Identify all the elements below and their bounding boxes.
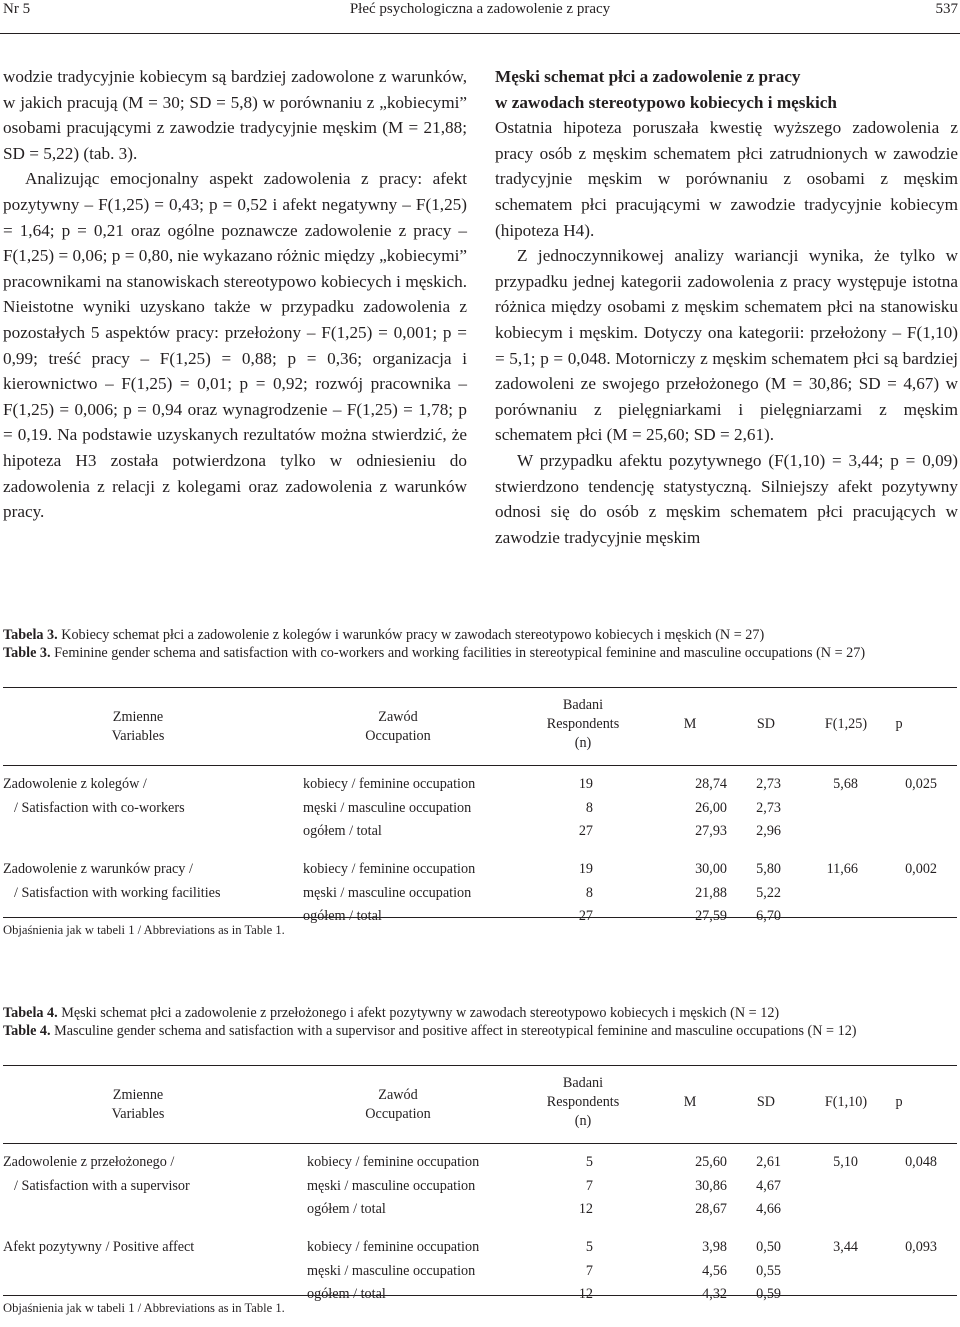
table4-head-variables-en: Variables bbox=[111, 1106, 165, 1122]
table3-row-p: 0,025 bbox=[905, 776, 937, 792]
left-text-column bbox=[3, 64, 467, 525]
table3-head-f: F(1,25) bbox=[824, 716, 868, 732]
left-paragraph-1: wodzie tradycyjnie kobiecym są bardziej zadowolone z warunków, w jakich pracują (M = 30; SD = 5,8) w porównaniu z „kobiecymi” osobami pracującymi z zawodzie tradycyjnie męskim (M = 21,88; SD = 5,22) (tab. 3). bbox=[3, 67, 467, 163]
table3-footnote: Objaśnienia jak w tabeli 1 / Abbreviations as in Table 1. bbox=[3, 923, 285, 937]
table3-head-variables-pl: Zmienne bbox=[112, 709, 164, 725]
table3-row-mean: 28,74 bbox=[695, 776, 727, 792]
table3-row-occupation: kobiecy / feminine occupation bbox=[303, 861, 476, 877]
table3-top-rule bbox=[3, 687, 957, 688]
table3-row-n: 27 bbox=[578, 908, 593, 924]
table3-row-p: 0,002 bbox=[905, 861, 937, 877]
table3-variable-name-en: / Satisfaction with working facilities bbox=[14, 884, 221, 901]
table3-bottom-rule bbox=[3, 917, 957, 918]
table3-row-f: 11,66 bbox=[826, 861, 858, 877]
table4-row-n: 5 bbox=[585, 1239, 593, 1255]
table3-row-mean: 27,93 bbox=[695, 823, 727, 839]
table4-row-n: 7 bbox=[585, 1177, 593, 1194]
section-heading-line-2: w zawodach stereotypowo kobiecych i męskich bbox=[495, 92, 837, 112]
table-4-label-en: Table 4. bbox=[3, 1022, 51, 1039]
table3-head-occupation-en: Occupation bbox=[365, 728, 431, 744]
table4-top-rule bbox=[3, 1065, 957, 1066]
table4-head-sd: SD bbox=[756, 1094, 776, 1110]
table4-row-occupation: ogółem / total bbox=[307, 1286, 386, 1302]
table4-row-sd: 2,61 bbox=[756, 1154, 781, 1170]
table4-head-n-pl: Badani bbox=[562, 1075, 604, 1091]
table4-row-n: 5 bbox=[585, 1154, 593, 1170]
table-3-caption-en-text: Feminine gender schema and satisfaction with co-workers and working facilities in stereotypical feminine and masculine occupations (N = 27) bbox=[54, 644, 866, 661]
table3-row-sd: 2,73 bbox=[756, 776, 781, 792]
table4-bottom-rule bbox=[3, 1295, 957, 1296]
table4-row-sd: 0,55 bbox=[756, 1262, 781, 1279]
table-4-caption-pl-text: Męski schemat płci a zadowolenie z przełożonego i afekt pozytywny w zawodach stereotypowo kobiecych i męskich (N = 12) bbox=[61, 1005, 780, 1021]
table4-row-mean: 25,60 bbox=[695, 1154, 727, 1170]
table4-row-f: 3,44 bbox=[833, 1239, 858, 1255]
table3-row-occupation: męski / masculine occupation bbox=[303, 799, 472, 816]
table4-row-n: 12 bbox=[578, 1286, 593, 1302]
issue-number: Nr 5 bbox=[3, 1, 31, 17]
table3-row-n: 19 bbox=[578, 776, 593, 792]
right-text-column bbox=[495, 64, 958, 550]
table4-row-sd: 4,66 bbox=[756, 1201, 781, 1217]
table4-variable-name-en: / Satisfaction with a supervisor bbox=[14, 1177, 190, 1194]
table-3-label-pl: Tabela 3. bbox=[3, 627, 58, 643]
left-paragraph-2: Analizując emocjonalny aspekt zadowolenia z pracy: afekt pozytywny – F(1,25) = 0,43; p = 0,52 i afekt negatywny – F(1,25) = 1,64; p = 0,21 oraz ogólne poznawcze zadowolenie z pracy – F(1,25) = 0,06; p = 0,80, nie wykazano różnic między „kobiecymi” pracownikami na stanowiskach stereotypowo kobiecych i męskich. Nieistotne wyniki uzyskano także w przypadku zadowolenia z pozostałych 5 aspektów pracy: przełożony – F(1,25) = 0,001; p = 0,99; treść pracy – F(1,25) = 0,88; p = 0,36; organizacja i kierownictwo – F(1,25) = 0,01; p = 0,92; rozwój pracownika – F(1,25) = 0,006; p = 0,94 oraz wynagrodzenie – F(1,25) = 1,78; p = 0,19. Na podstawie uzyskanych rezultatów można stwierdzić, że hipoteza H3 została potwierdzona tylko w odniesieniu do zadowolenia z relacji z kolegami oraz zadowolenia z warunków pracy. bbox=[3, 169, 467, 522]
table4-row-mean: 4,32 bbox=[702, 1286, 727, 1302]
table4-row-mean: 4,56 bbox=[702, 1262, 727, 1279]
table4-head-rule bbox=[3, 1143, 957, 1144]
table3-row-sd: 5,80 bbox=[756, 861, 781, 877]
table4-variable-name: Afekt pozytywny / Positive affect bbox=[3, 1239, 195, 1255]
table3-row-mean: 30,00 bbox=[695, 861, 727, 877]
table-4-caption-en-text: Masculine gender schema and satisfaction with a supervisor and positive affect in stereotypical feminine and masculine occupations (N = 12) bbox=[54, 1022, 857, 1039]
table4-head-m: M bbox=[683, 1094, 697, 1110]
table-4-caption-pl bbox=[3, 1005, 957, 1023]
table4-head-p: p bbox=[895, 1094, 903, 1110]
table3-row-mean: 21,88 bbox=[695, 884, 727, 901]
table3-variable-name: Zadowolenie z warunków pracy / bbox=[3, 861, 193, 877]
table-4-label-pl: Tabela 4. bbox=[3, 1005, 58, 1021]
table3-head-n-en: Respondents bbox=[546, 716, 620, 732]
table4-head-occupation-en: Occupation bbox=[365, 1106, 431, 1122]
table3-row-sd: 2,96 bbox=[756, 823, 781, 839]
table4-head-variables-pl: Zmienne bbox=[112, 1087, 164, 1103]
table4-variable-name: Zadowolenie z przełożonego / bbox=[3, 1154, 175, 1170]
table4-row-mean: 30,86 bbox=[695, 1177, 727, 1194]
table3-head-variables-en: Variables bbox=[111, 728, 165, 744]
table4-row-sd: 4,67 bbox=[756, 1177, 781, 1194]
table-4-caption-en bbox=[3, 1023, 957, 1041]
table3-head-m: M bbox=[683, 716, 697, 732]
running-title: Płeć psychologiczna a zadowolenie z pracy bbox=[349, 1, 611, 17]
table4-row-occupation: kobiecy / feminine occupation bbox=[307, 1154, 480, 1170]
table3-row-mean: 27,59 bbox=[695, 908, 727, 924]
table4-row-sd: 0,59 bbox=[756, 1286, 781, 1302]
table-3-caption-pl bbox=[3, 627, 957, 645]
table3-head-rule bbox=[3, 765, 957, 766]
running-header bbox=[0, 0, 960, 18]
table4-row-n: 7 bbox=[585, 1262, 593, 1279]
table4-row-occupation: ogółem / total bbox=[307, 1201, 386, 1217]
table3-head-occupation-pl: Zawód bbox=[378, 709, 418, 725]
table3-row-occupation: ogółem / total bbox=[303, 908, 382, 924]
section-heading bbox=[495, 64, 958, 115]
table3-row-occupation: męski / masculine occupation bbox=[303, 884, 472, 901]
table3-row-sd: 2,73 bbox=[756, 799, 781, 816]
table-3-caption-pl-text: Kobiecy schemat płci a zadowolenie z kolegów i warunków pracy w zawodach stereotypowo kobiecych i męskich (N = 27) bbox=[61, 627, 765, 643]
table4-head-f: F(1,10) bbox=[824, 1094, 868, 1110]
table3-variable-name-en: / Satisfaction with co-workers bbox=[14, 799, 185, 816]
table4-row-n: 12 bbox=[578, 1201, 593, 1217]
table4-row-occupation: kobiecy / feminine occupation bbox=[307, 1239, 480, 1255]
header-divider bbox=[0, 33, 960, 34]
table4-row-mean: 28,67 bbox=[695, 1201, 727, 1217]
table3-row-occupation: ogółem / total bbox=[303, 823, 382, 839]
table4-row-p: 0,048 bbox=[905, 1154, 937, 1170]
table3-row-n: 27 bbox=[578, 823, 593, 839]
table3-variable-name: Zadowolenie z kolegów / bbox=[3, 776, 147, 792]
table3-row-f: 5,68 bbox=[833, 776, 858, 792]
table4-row-sd: 0,50 bbox=[756, 1239, 781, 1255]
table4-head-n-en: Respondents bbox=[546, 1094, 620, 1110]
table3-head-n-symbol: (n) bbox=[574, 735, 592, 751]
table3-row-n: 8 bbox=[585, 799, 593, 816]
table3-row-n: 8 bbox=[585, 884, 593, 901]
table3-row-sd: 6,70 bbox=[756, 908, 781, 924]
right-paragraph-3: W przypadku afektu pozytywnego (F(1,10) = 3,44; p = 0,09) stwierdzono tendencję statystyczną. Silniejszy afekt pozytywny odnosi się do osób z męskim schematem płci pracujących w zawodzie tradycyjnie męskim bbox=[495, 450, 958, 547]
table3-row-sd: 5,22 bbox=[756, 884, 781, 901]
table3-head-sd: SD bbox=[756, 716, 776, 732]
table-4 bbox=[3, 1005, 957, 1315]
table-3-label-en: Table 3. bbox=[3, 644, 51, 661]
table4-row-occupation: męski / masculine occupation bbox=[307, 1262, 476, 1279]
table3-row-mean: 26,00 bbox=[695, 799, 727, 816]
right-paragraph-2: Z jednoczynnikowej analizy wariancji wynika, że tylko w przypadku jednej kategorii zadowolenia z pracy występuje istotna różnica między osobami z męskim schematem płci na stanowisku kobiecym i męskim. Dotyczy ona kategorii: przełożony – F(1,10) = 5,1; p = 0,048. Motorniczy z męskim schematem płci są bardziej zadowoleni ze swojego przełożonego (M = 30,86; SD = 4,67) w porównaniu z pielęgniarkami i pielęgniarzami z męskim schematem płci (M = 25,60; SD = 2,61). bbox=[495, 246, 958, 445]
table4-row-f: 5,10 bbox=[833, 1154, 858, 1170]
table4-row-occupation: męski / masculine occupation bbox=[307, 1177, 476, 1194]
table4-row-mean: 3,98 bbox=[702, 1239, 727, 1255]
table4-head-n-symbol: (n) bbox=[574, 1113, 592, 1129]
right-paragraph-1: Ostatnia hipoteza poruszała kwestię wyższego zadowolenia z pracy osób z męskim schematem płci zatrudnionych w zawodzie tradycyjnie męskim w porównaniu z osobami z męskim schematem płci pracującymi w zawodzie tradycyjnie kobiecym (hipoteza H4). bbox=[495, 118, 958, 240]
table3-row-occupation: kobiecy / feminine occupation bbox=[303, 776, 476, 792]
section-heading-line-1: Męski schemat płci a zadowolenie z pracy bbox=[495, 67, 801, 86]
table3-row-n: 19 bbox=[578, 861, 593, 877]
table4-row-p: 0,093 bbox=[905, 1239, 937, 1255]
table-3 bbox=[3, 627, 957, 937]
table4-footnote: Objaśnienia jak w tabeli 1 / Abbreviations as in Table 1. bbox=[3, 1301, 285, 1315]
table4-head-occupation-pl: Zawód bbox=[378, 1087, 418, 1103]
table3-head-n-pl: Badani bbox=[562, 697, 604, 713]
page-number: 537 bbox=[935, 1, 958, 17]
table-3-caption-en bbox=[3, 645, 957, 663]
table3-head-p: p bbox=[895, 716, 903, 732]
